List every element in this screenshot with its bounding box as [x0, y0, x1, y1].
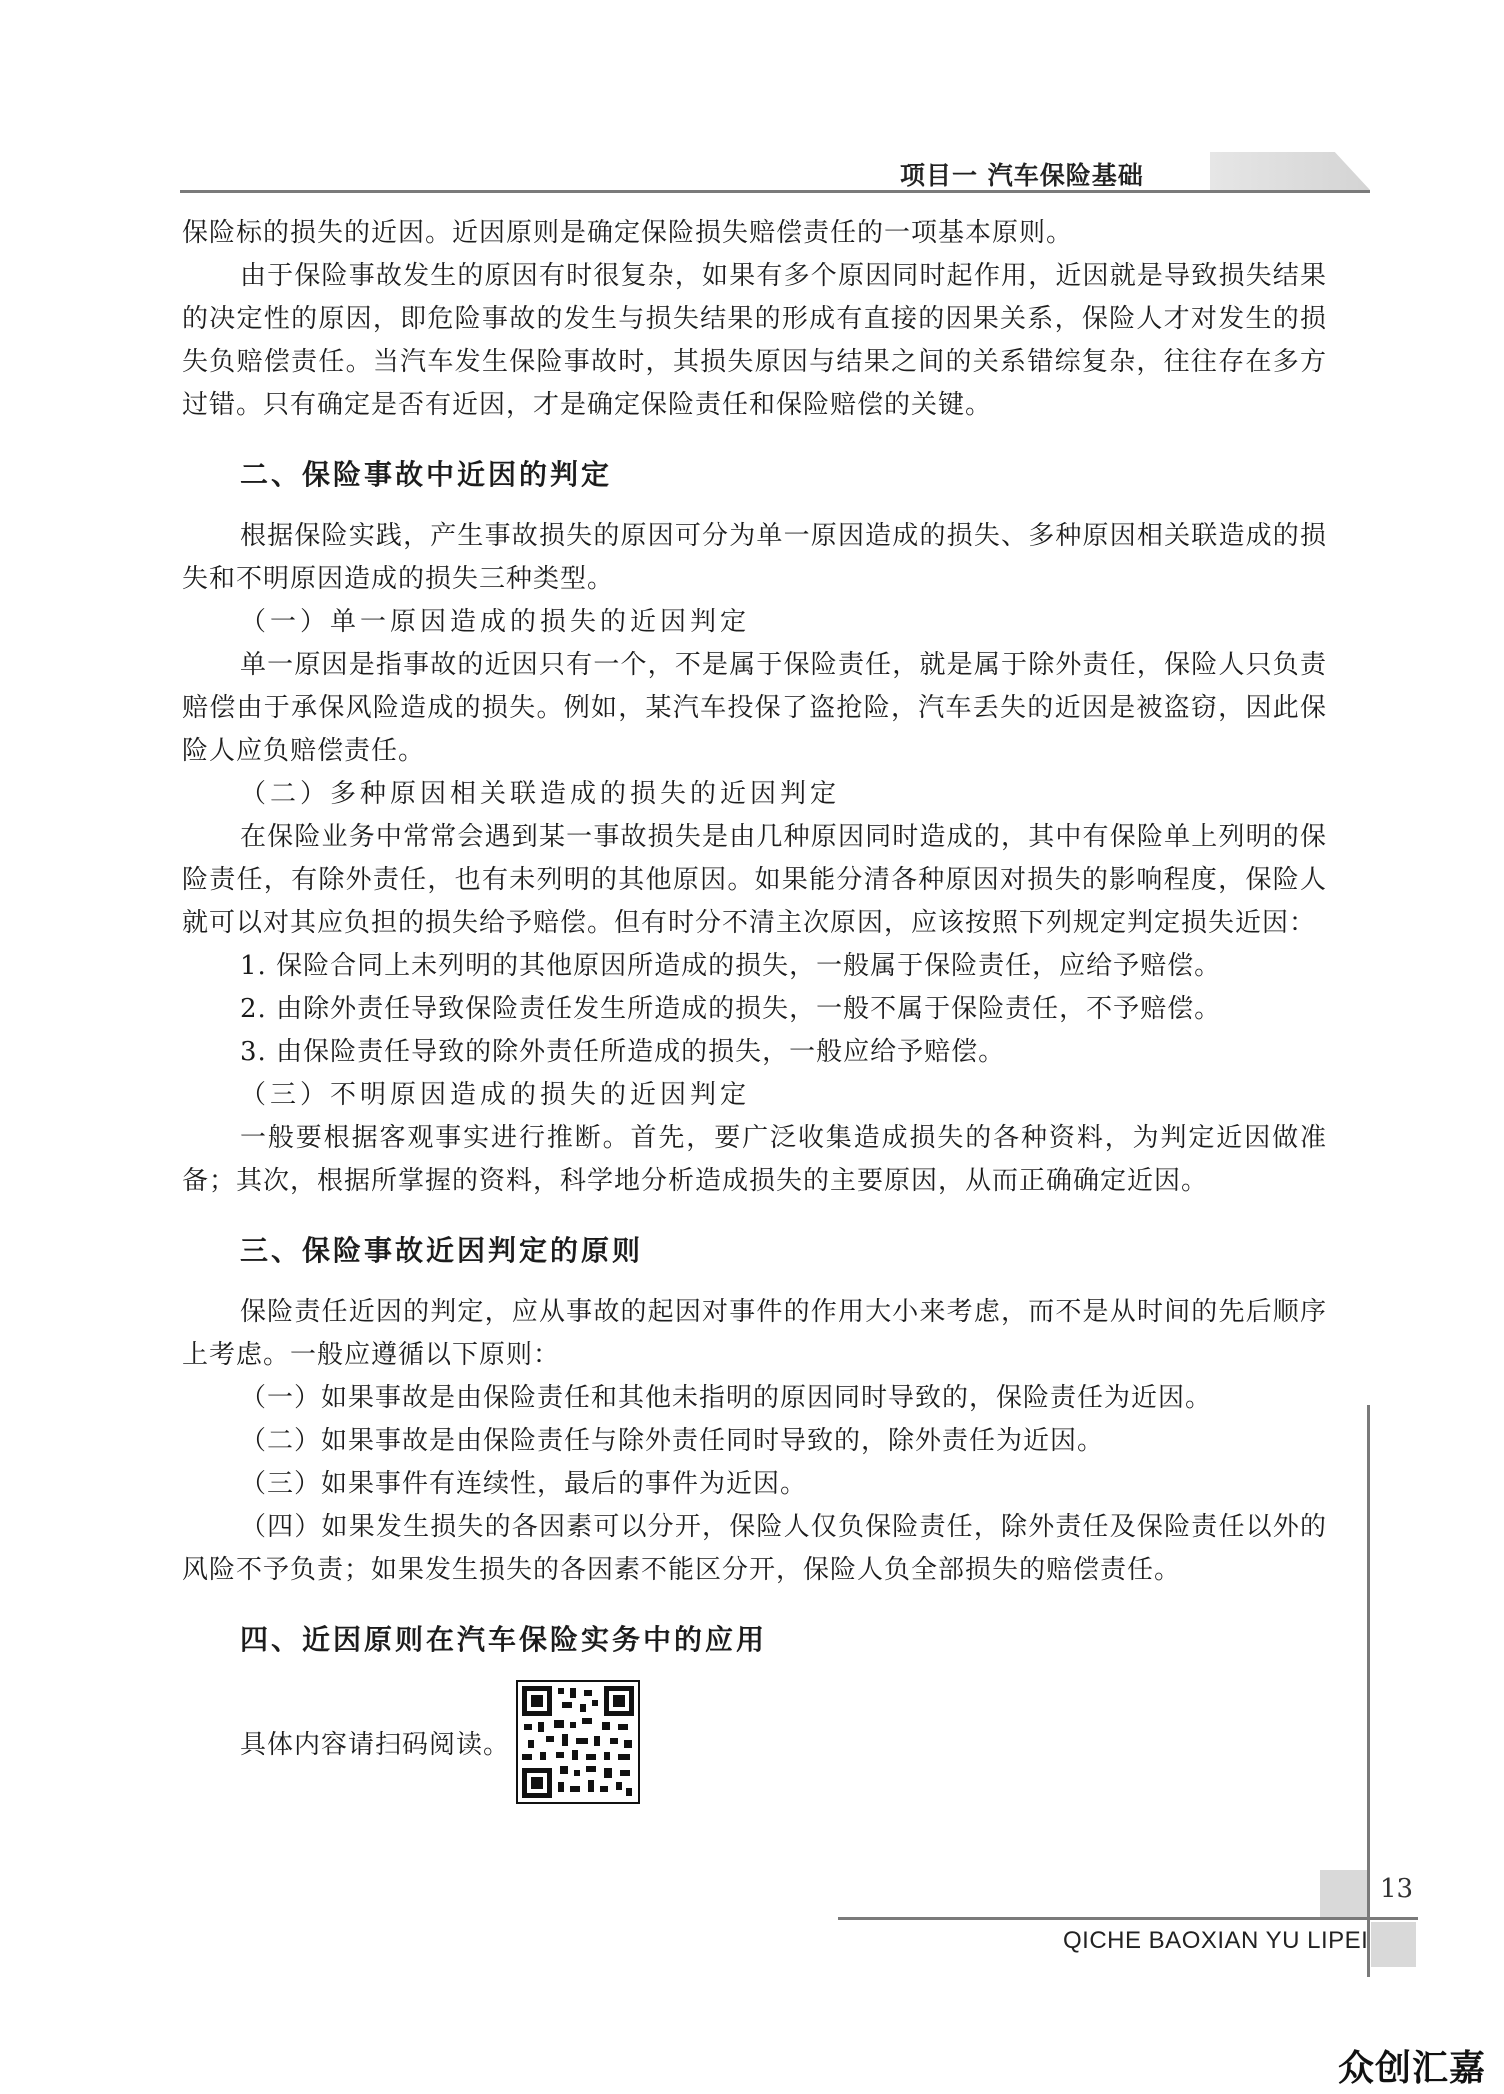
section-heading: 四、近因原则在汽车保险实务中的应用 [240, 1623, 768, 1656]
page-number-block [1371, 1922, 1416, 1967]
paragraph: 单一原因是指事故的近因只有一个，不是属于保险责任，就是属于除外责任，保险人只负责赔偿由于承保风险造成的损失。例如，某汽车投保了盗抢险，汽车丢失的近因是被盗窃，因此保险人应负赔偿责任。 [182, 650, 1327, 766]
watermark: 众创汇嘉 [1338, 2048, 1487, 2089]
paragraph: 保险责任近因的判定，应从事故的起因对事件的作用大小来考虑，而不是从时间的先后顺序上考虑。一般应遵循以下原则： [182, 1297, 1327, 1370]
list-item: 1. 保险合同上未列明的其他原因所造成的损失，一般属于保险责任，应给予赔偿。 [240, 951, 1222, 981]
qr-section [182, 1680, 1327, 1804]
subsection-heading: （一）单一原因造成的损失的近因判定 [240, 607, 751, 637]
paragraph: 在保险业务中常常会遇到某一事故损失是由几种原因同时造成的，其中有保险单上列明的保险责任，有除外责任，也有未列明的其他原因。如果能分清各种原因对损失的影响程度，保险人就可以对其应负担的损失给予赔偿。但有时分不清主次原因，应该按照下列规定判定损失近因： [182, 822, 1327, 938]
section-heading: 三、保险事故近因判定的原则 [240, 1234, 644, 1267]
paragraph: 根据保险实践，产生事故损失的原因可分为单一原因造成的损失、多种原因相关联造成的损失和不明原因造成的损失三种类型。 [182, 521, 1327, 594]
list-item: （二）如果事故是由保险责任与除外责任同时导致的，除外责任为近因。 [240, 1426, 1105, 1456]
paragraph: 由于保险事故发生的原因有时很复杂，如果有多个原因同时起作用，近因就是导致损失结果的决定性的原因，即危险事故的发生与损失结果的形成有直接的因果关系，保险人才对发生的损失负赔偿责任。当汽车发生保险事故时，其损失原因与结果之间的关系错综复杂，往往存在多方过错。只有确定是否有近因，才是确定保险责任和保险赔偿的关键。 [182, 261, 1327, 420]
section-heading: 二、保险事故中近因的判定 [240, 458, 613, 491]
page-number-block [1320, 1870, 1367, 1917]
list-item: 2. 由除外责任导致保险责任发生所造成的损失，一般不属于保险责任，不予赔偿。 [240, 994, 1222, 1024]
subsection-heading: （二）多种原因相关联造成的损失的近因判定 [240, 779, 841, 809]
footer-rule [838, 1917, 1418, 1920]
header-decoration [1210, 152, 1370, 190]
qr-label: 具体内容请扫码阅读。 [240, 1729, 511, 1760]
page-number: 13 [1380, 1874, 1414, 1904]
paragraph: 保险标的损失的近因。近因原则是确定保险损失赔偿责任的一项基本原则。 [182, 218, 1074, 248]
qr-code-icon [518, 1682, 638, 1802]
header-rule [180, 190, 1370, 193]
page-body [182, 212, 1327, 1804]
list-item: （三）如果事件有连续性，最后的事件为近因。 [240, 1469, 808, 1499]
margin-rule [1367, 1405, 1370, 1977]
list-item: （四）如果发生损失的各因素可以分开，保险人仅负保险责任，除外责任及保险责任以外的风险不予负责；如果发生损失的各因素不能区分开，保险人负全部损失的赔偿责任。 [182, 1512, 1327, 1585]
paragraph: 一般要根据客观事实进行推断。首先，要广泛收集造成损失的各种资料，为判定近因做准备；其次，根据所掌握的资料，科学地分析造成损失的主要原因，从而正确确定近因。 [182, 1123, 1327, 1196]
running-header-title: 项目一 汽车保险基础 [900, 161, 1144, 190]
qr-code[interactable] [516, 1680, 640, 1804]
list-item: 3. 由保险责任导致的除外责任所造成的损失，一般应给予赔偿。 [240, 1037, 1006, 1067]
subsection-heading: （三）不明原因造成的损失的近因判定 [240, 1080, 751, 1110]
list-item: （一）如果事故是由保险责任和其他未指明的原因同时导致的，保险责任为近因。 [240, 1383, 1213, 1413]
running-footer-series: QICHE BAOXIAN YU LIPEI [1063, 1927, 1369, 1954]
